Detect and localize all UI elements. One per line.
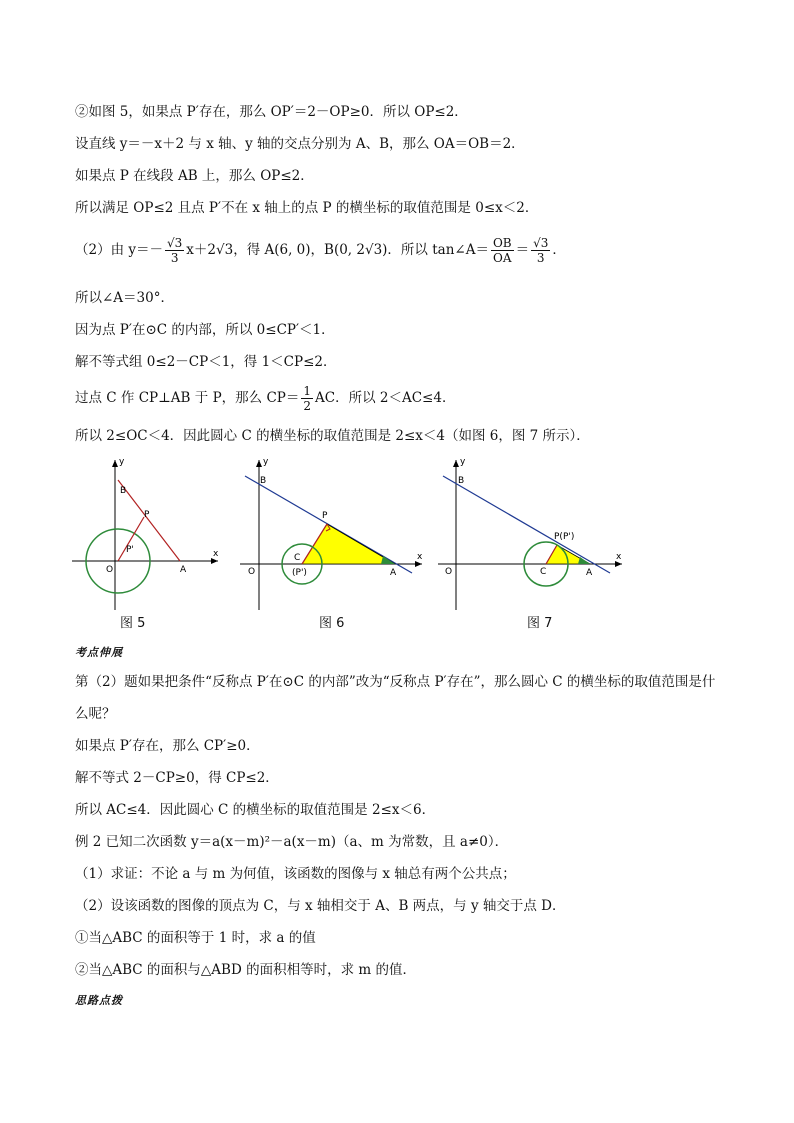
y-axis-arrow — [112, 460, 118, 467]
angle-a-mark — [381, 556, 395, 564]
fraction-numerator: √3 — [167, 236, 183, 250]
label-y: y — [460, 457, 466, 467]
figure-6 — [240, 457, 423, 610]
text-line: 解不等式 2－CP≥0，得 CP≤2． — [75, 770, 279, 786]
label-c: C — [294, 553, 301, 563]
y-axis-arrow — [256, 460, 262, 467]
text-line: 所以∠A＝30°． — [75, 290, 174, 306]
figure-7 — [438, 457, 622, 610]
label-y: y — [263, 457, 269, 467]
figure-caption: 图 7 — [527, 616, 553, 631]
fraction — [531, 236, 550, 265]
fraction-numerator: 1 — [303, 384, 311, 398]
cp-prefix: 过点 C 作 CP⊥AB 于 P，那么 CP＝ — [75, 390, 300, 406]
label-c: C — [540, 567, 547, 577]
section-heading: 考点伸展 — [75, 646, 123, 659]
text-line: （2）设该函数的图像的顶点为 C，与 x 轴相交于 A、B 两点，与 y 轴交于点 D． — [75, 898, 566, 914]
label-b: B — [120, 486, 127, 496]
label-o: O — [445, 567, 453, 577]
label-p-prime: P' — [126, 545, 134, 555]
label-a: A — [390, 568, 397, 578]
fraction — [165, 236, 184, 265]
label-y: y — [119, 457, 125, 467]
triangle-cpa — [302, 524, 395, 564]
label-a: A — [180, 565, 187, 575]
label-x: x — [616, 552, 622, 562]
text-line: ②如图 5，如果点 P′存在，那么 OP′＝2－OP≥0．所以 OP≤2． — [75, 104, 468, 120]
text-line: 么呢？ — [75, 706, 116, 722]
text-line: 解不等式组 0≤2－CP＜1，得 1＜CP≤2． — [75, 354, 337, 370]
label-p: P — [322, 511, 328, 521]
label-o: O — [106, 565, 114, 575]
fraction-numerator: √3 — [533, 236, 549, 250]
fraction-numerator: OB — [492, 236, 512, 250]
line-ab — [443, 476, 610, 573]
label-b: B — [458, 476, 465, 486]
eq-equals: ＝ — [515, 242, 530, 258]
cp-suffix: AC．所以 2＜AC≤4． — [315, 390, 456, 406]
eq-middle: x＋2√3，得 A(6, 0)，B(0, 2√3)．所以 tan∠A＝ — [186, 242, 489, 258]
fraction — [491, 236, 514, 265]
eq-prefix: （2）由 y＝－ — [75, 242, 164, 258]
label-b: B — [260, 476, 267, 486]
text-line: ①当△ABC 的面积等于 1 时，求 a 的值 — [75, 930, 316, 946]
text-line: 如果点 P′存在，那么 CP′≥0． — [75, 738, 260, 754]
label-p-pp: P(P') — [554, 532, 575, 542]
fraction-denominator: 2 — [303, 399, 311, 413]
fraction-denominator: 3 — [536, 251, 545, 265]
text-line: 例 2 已知二次函数 y＝a(x－m)²－a(x－m)（a、m 为常数，且 a≠0）． — [75, 834, 509, 850]
equation-line — [75, 236, 566, 265]
cp-line — [75, 384, 455, 413]
section-heading: 思路点拨 — [75, 994, 123, 1007]
label-p: P — [144, 510, 150, 520]
label-a: A — [586, 568, 593, 578]
y-axis-arrow — [453, 460, 459, 467]
text-line: 因为点 P′在⊙C 的内部，所以 0≤CP′＜1． — [75, 322, 335, 338]
text-line: 所以 AC≤4．因此圆心 C 的横坐标的取值范围是 2≤x＜6． — [75, 802, 436, 818]
label-x: x — [417, 552, 423, 562]
label-x: x — [213, 549, 219, 559]
text-line: （1）求证：不论 a 与 m 为何值，该函数的图像与 x 轴总有两个公共点； — [75, 866, 516, 882]
text-line: ②当△ABC 的面积与△ABD 的面积相等时，求 m 的值． — [75, 962, 416, 978]
label-o: O — [248, 567, 256, 577]
eq-suffix: ． — [552, 242, 566, 258]
fraction-denominator: OA — [493, 251, 512, 265]
fraction — [301, 384, 313, 413]
text-line: 所以满足 OP≤2 且点 P′不在 x 轴上的点 P 的横坐标的取值范围是 0≤x＜2． — [75, 200, 539, 216]
text-line: 第（2）题如果把条件“反称点 P′在⊙C 的内部”改为“反称点 P′存在”，那么圆心 C 的横坐标的取值范围是什 — [75, 674, 716, 690]
text-line: 所以 2≤OC＜4．因此圆心 C 的横坐标的取值范围是 2≤x＜4（如图 6，图 7 所示）． — [75, 428, 590, 444]
figure-caption: 图 6 — [319, 616, 345, 631]
text-line: 设直线 y＝－x＋2 与 x 轴、y 轴的交点分别为 A、B，那么 OA＝OB＝2． — [75, 136, 525, 152]
label-p-prime: (P') — [292, 568, 307, 578]
figure-5 — [72, 457, 219, 610]
fraction-denominator: 3 — [170, 251, 179, 265]
text-line: 如果点 P 在线段 AB 上，那么 OP≤2． — [75, 168, 314, 184]
figure-caption: 图 5 — [120, 616, 146, 631]
